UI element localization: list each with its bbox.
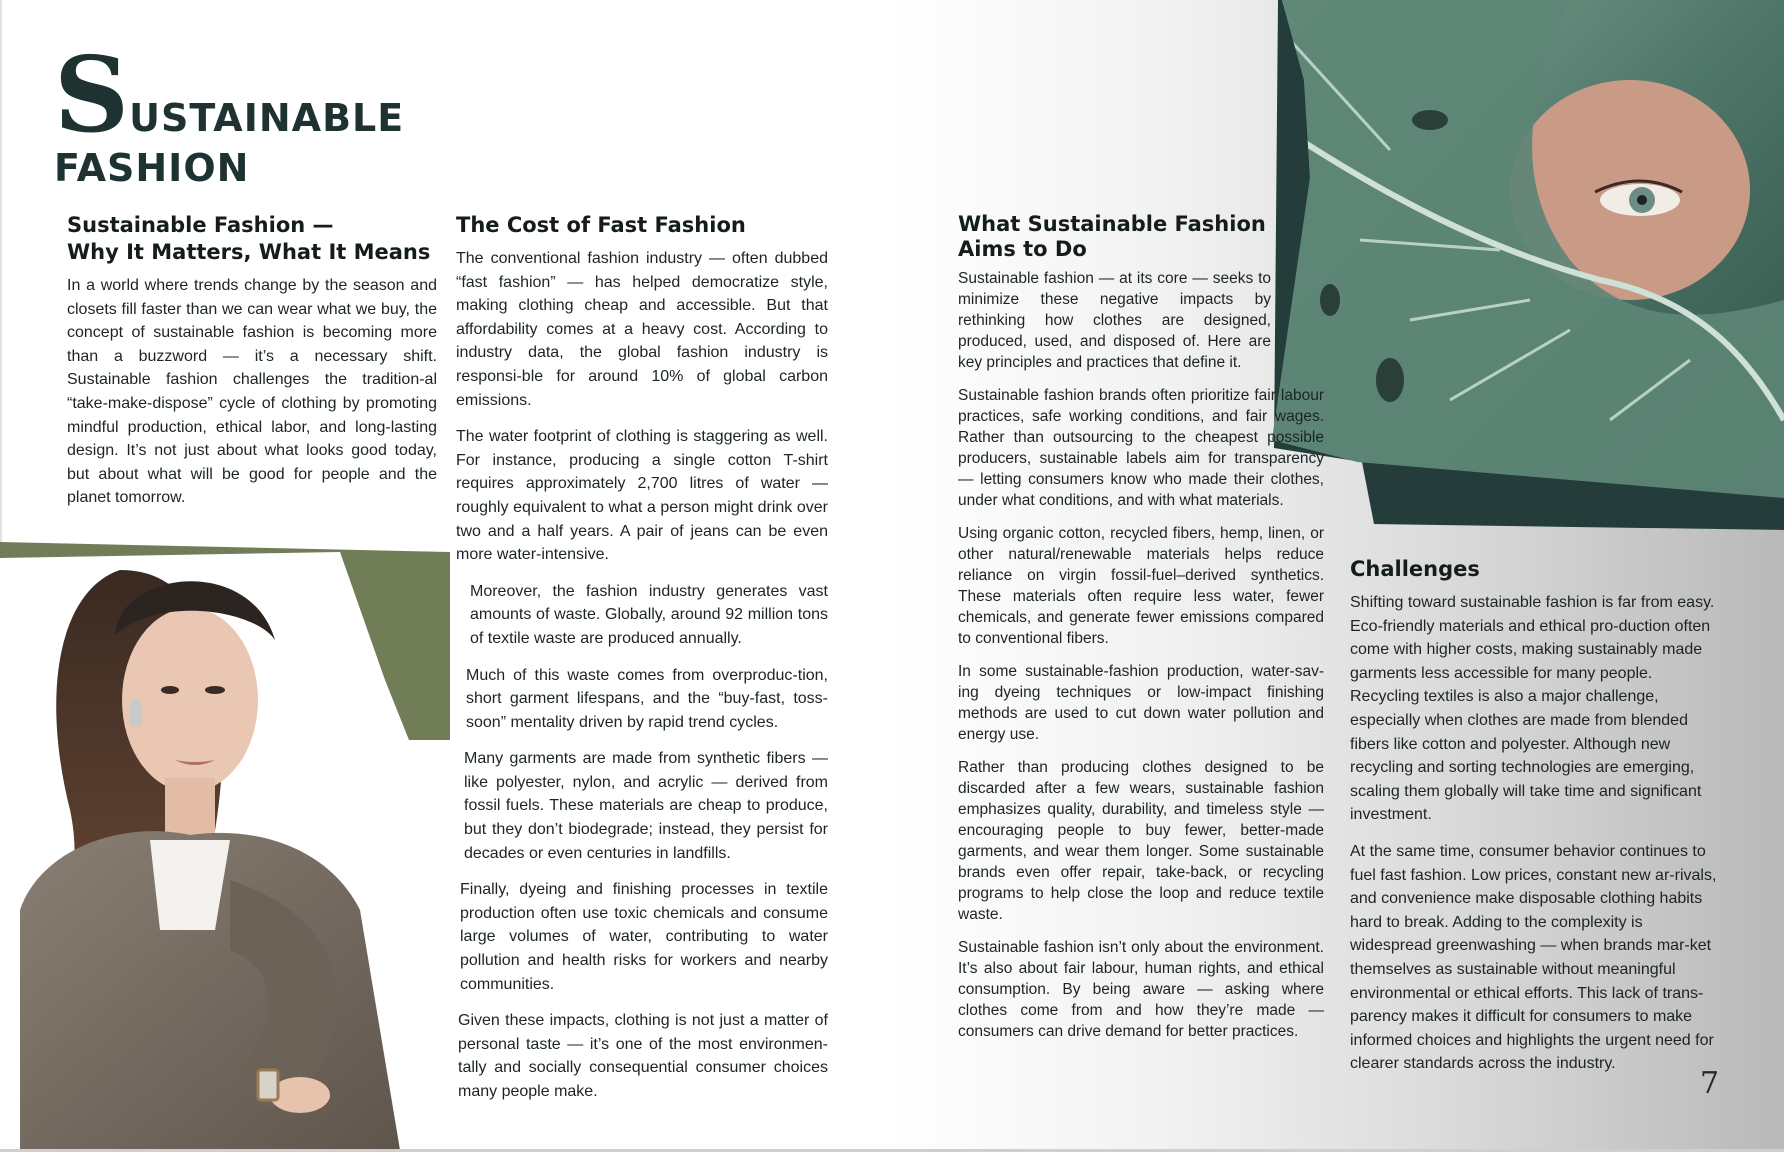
title-drop-cap: S: [54, 33, 128, 156]
cost-paragraph: The water footprint of clothing is staggering as well. For instance, producing a single cotton T-shirt requires approximately 2,700 litres of water — roughly equivalent to what a person might drink over two and a half years. A pair of jeans can be even more water-intensive.: [456, 428, 828, 564]
aims-paragraph: Rather than producing clothes designed to be discarded after a few wears, sustainable fashion emphasizes quality, durability, and timeless style — encouraging people to buy fewer, better-made garments, and wear them longer. Some sustainable brands even offer repair, take-back, or recycling programs to help close the loop and reduce textile waste.: [958, 759, 1324, 923]
page-title: [54, 33, 405, 191]
cost-section: [456, 212, 828, 1117]
challenges-heading: Challenges: [1350, 557, 1480, 581]
intro-section: [67, 212, 437, 523]
woman-photo: [0, 550, 452, 1150]
cost-paragraph: The conventional fashion industry — often dubbed “fast fashion” — has helped democratize style, making clothing cheap and accessible. But that affordability comes at a heavy cost. According to industry data, the global fashion industry is responsi-ble for around 10% of global carbon emissions.: [456, 250, 828, 409]
page-number: 7: [1700, 1066, 1720, 1101]
aims-paragraph: Sustainable fashion — at its core — seeks to minimize these negative impacts by rethinking how clothes are designed, produced, used, and disposed of. Here are key principles and practices that define it.: [958, 270, 1271, 371]
aims-paragraph: Sustainable fashion brands often prioritize fair labour practices, safe working conditions, and fair wages. Rather than outsourcing to the cheapest possible producers, sustainable labels aim for transparency — letting consumers know who made their clothes, under what conditions, and with what materials.: [958, 387, 1324, 509]
aims-paragraph: In some sustainable-fashion production, water-sav-ing dyeing techniques or low-impact finishing methods are used to cut down water pollution and energy use.: [958, 663, 1324, 743]
intro-heading-line1: Sustainable Fashion —: [67, 213, 334, 237]
intro-heading-line2: Why It Matters, What It Means: [67, 240, 431, 264]
cost-paragraph: Moreover, the fashion industry generates vast amounts of waste. Globally, around 92 million tons of textile waste are produced annually.: [470, 582, 828, 647]
cost-heading: The Cost of Fast Fashion: [456, 213, 746, 237]
challenges-paragraph: At the same time, consumer behavior continues to fuel fast fashion. Low prices, constant new ar-rivals, and convenience make disposable clothing habits hard to break. Adding to the complexity is widespread greenwashing — when brands mar-ket themselves as sustainable without meaningful environmental or ethical efforts. This lack of trans-parency makes it difficult for consumers to make informed choices and highlights the urgent need for clearer standards across the industry.: [1350, 842, 1717, 1073]
cost-paragraph: Given these impacts, clothing is not just a matter of personal taste — it’s one of the most environmen-tally and socially consequential consumer choices many people make.: [458, 1012, 828, 1100]
cost-paragraph: Finally, dyeing and finishing processes in textile production often use toxic chemicals and consume large volumes of water, contributing to water pollution and health risks for workers and nearby communities.: [460, 881, 828, 993]
aims-paragraph: Using organic cotton, recycled fibers, hemp, linen, or other natural/renewable materials helps reduce reliance on virgin fossil-fuel–derived synthetics. These materials often require less water, fewer chemicals, and generate fewer emissions compared to conventional fibers.: [958, 525, 1324, 647]
aims-section: [958, 212, 1324, 1054]
challenges-paragraph: Shifting toward sustainable fashion is far from easy. Eco-friendly materials and ethical pro-duction often come with higher costs, making sustainably made garments less accessible for many people. Recycling textiles is also a major challenge, especially when clothes are made from blended fibers like cotton and polyester. Although new recycling and sorting technologies are emerging, scaling them globally will take time and significant investment.: [1350, 594, 1715, 824]
title-line2: FASHION: [54, 146, 250, 191]
intro-body: In a world where trends change by the season and closets fill faster than we can wear what we buy, the concept of sustainable fashion is becoming more than a buzzword — it’s a necessary shift. Sustainable fashion challenges the tradition-al “take-make-dispose” cycle of clothing by promoting mindful production, ethical labor, and long-lasting design. It’s not just about what looks good today, but about what will be good for people and the planet tomorrow.: [67, 277, 437, 507]
aims-heading-line2: Aims to Do: [958, 237, 1087, 261]
aims-heading: [958, 212, 1324, 262]
aims-heading-line1: What Sustainable Fashion: [958, 212, 1266, 236]
aims-paragraph: Sustainable fashion isn’t only about the environment. It’s also about fair labour, human rights, and ethical consumption. By being aware — asking where clothes come from and how they’re made — consumers can drive demand for better practices.: [958, 939, 1324, 1040]
intro-heading: [67, 212, 437, 266]
cost-paragraph: Much of this waste comes from overproduc-tion, short garment lifespans, and the “buy-fast, toss-soon” mentality driven by rapid trend cycles.: [466, 666, 828, 731]
challenges-section: [1350, 556, 1724, 1089]
cost-paragraph: Many garments are made from synthetic fibers — like polyester, nylon, and acrylic — derived from fossil fuels. These materials are cheap to produce, but they don’t biodegrade; instead, they persist for decades or even centuries in landfills.: [464, 750, 828, 862]
title-line1: USTAINABLE: [129, 96, 405, 141]
leaf-face-photo: [1270, 0, 1784, 530]
